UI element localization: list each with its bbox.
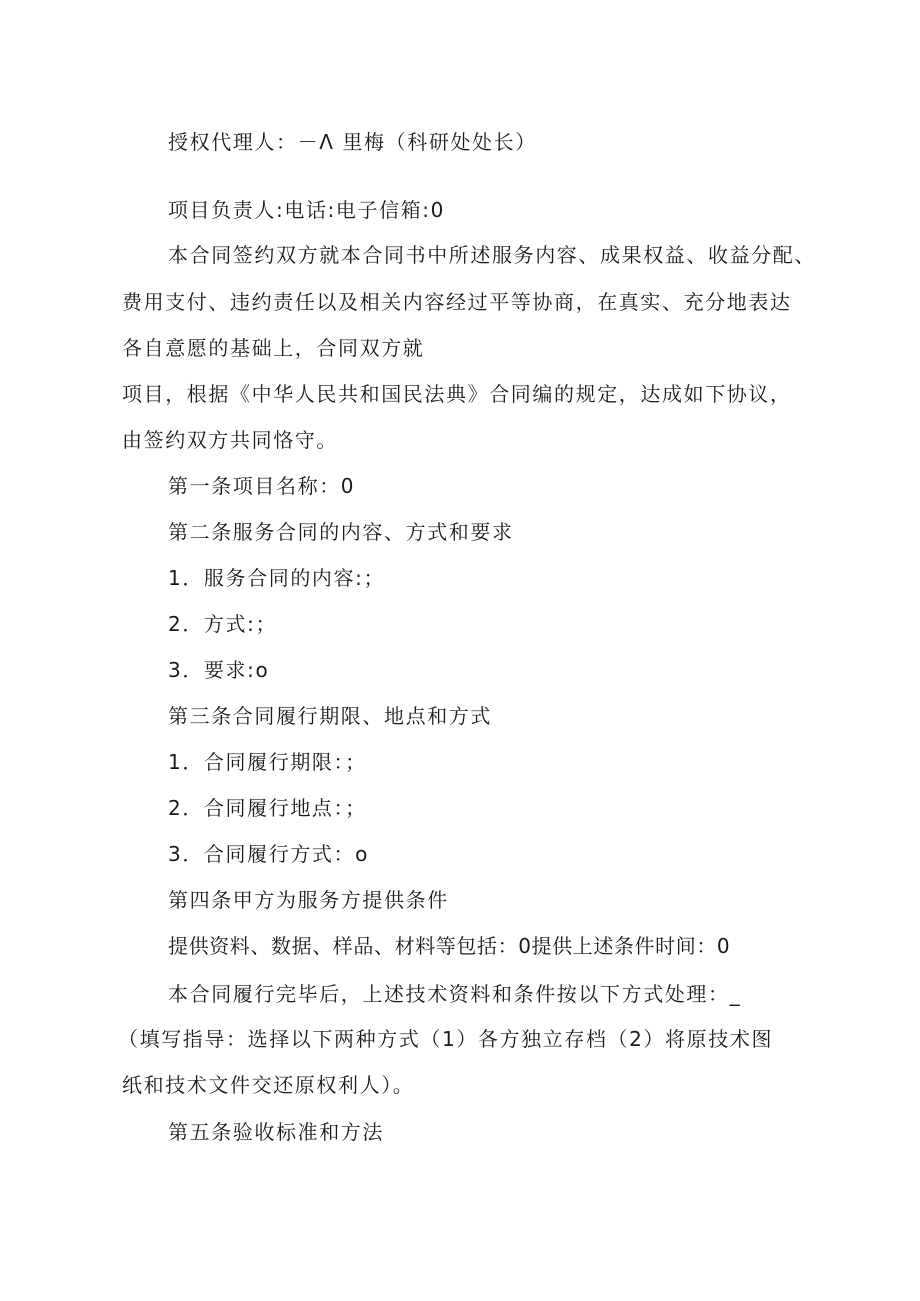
preamble-line-5: 由签约双方共同恪守。 — [122, 428, 338, 452]
preamble-line-4: 项目，根据《中华人民共和国民法典》合同编的规定，达成如下协议， — [122, 382, 792, 406]
article-2-item-1: 1．服务合同的内容:； — [168, 566, 386, 590]
article-3-item-2: 2．合同履行地点：； — [168, 796, 367, 820]
article-3-item-1: 1．合同履行期限：； — [168, 750, 367, 774]
article-3-item-3: 3．合同履行方式：o — [168, 842, 369, 866]
article-2-heading: 第二条服务合同的内容、方式和要求 — [168, 520, 514, 544]
article-4-heading: 第四条甲方为服务方提供条件 — [168, 888, 449, 912]
article-2-item-3: 3．要求:o — [168, 658, 270, 682]
article-5-heading: 第五条验收标准和方法 — [168, 1120, 384, 1144]
authorized-agent-line: 授权代理人：－Λ 里梅（科研处处长） — [168, 130, 537, 154]
article-4-materials: 提供资料、数据、样品、材料等包括：0提供上述条件时间：0 — [168, 934, 731, 958]
fill-guide-line-1: （填写指导：选择以下两种方式（1）各方独立存档（2）将原技术图 — [118, 1027, 774, 1051]
preamble-line-3: 各自意愿的基础上，合同双方就 — [122, 336, 425, 360]
article-1-heading: 第一条项目名称：0 — [168, 474, 356, 498]
fill-guide-line-2: 纸和技术文件交还原权利人）。 — [122, 1073, 415, 1097]
article-2-item-2: 2．方式:； — [168, 612, 278, 636]
article-3-heading: 第三条合同履行期限、地点和方式 — [168, 704, 492, 728]
project-leader-line: 项目负责人:电话:电子信箱:0 — [168, 198, 445, 222]
preamble-line-2: 费用支付、违约责任以及相关内容经过平等协商，在真实、充分地表达 — [122, 290, 792, 314]
article-4-disposal: 本合同履行完毕后，上述技术资料和条件按以下方式处理：_ — [168, 982, 742, 1006]
preamble-line-1: 本合同签约双方就本合同书中所述服务内容、成果权益、收益分配、 — [168, 243, 816, 267]
